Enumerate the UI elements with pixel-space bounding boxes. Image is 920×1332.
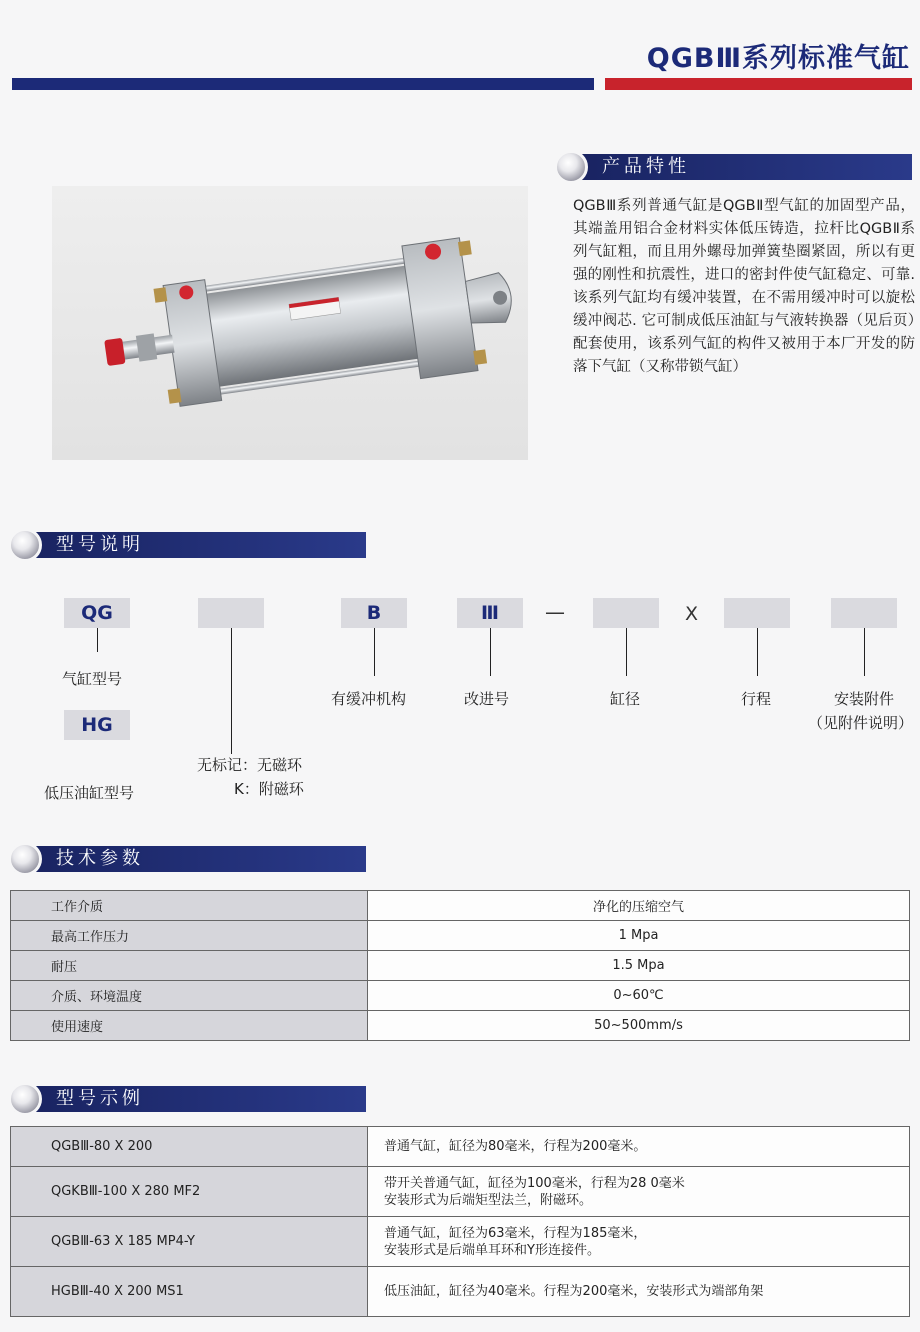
table-row [11, 891, 910, 921]
product-photo [52, 186, 528, 460]
code-box-iii: Ⅲ [457, 598, 523, 628]
label-magnet-k: K：附磁环 [234, 780, 304, 798]
section-examples-title: 型号示例 [56, 1088, 144, 1109]
example-desc-line: 普通气缸，缸径为80毫米，行程为200毫米。 [384, 1139, 647, 1154]
code-box-magnet [198, 598, 264, 628]
tech-value: 1.5 Mpa [368, 951, 910, 981]
table-row [11, 921, 910, 951]
connector-line-magnet [231, 628, 232, 754]
code-box-b: B [341, 598, 407, 628]
example-desc-line: 带开关普通气缸，缸径为100毫米，行程为28 0毫米 [384, 1175, 685, 1191]
examples-table [10, 1126, 910, 1317]
tech-value: 0~60℃ [368, 981, 910, 1011]
example-desc-line: 低压油缸，缸径为40毫米。行程为200毫米，安装形式为端部角架 [384, 1284, 764, 1299]
section-tech-title: 技术参数 [56, 848, 144, 869]
section-features-title: 产品特性 [602, 156, 690, 177]
section-model-header [14, 532, 366, 558]
tech-value: 净化的压缩空气 [368, 891, 910, 921]
label-improvement: 改进号 [464, 690, 510, 708]
example-desc [368, 1167, 910, 1217]
section-bullet-icon [554, 150, 588, 184]
label-bore: 缸径 [610, 690, 641, 708]
code-box-hg: HG [64, 710, 130, 740]
tech-value: 1 Mpa [368, 921, 910, 951]
code-box-qg: QG [64, 598, 130, 628]
features-paragraph: QGBⅢ系列普通气缸是QGBⅡ型气缸的加固型产品，其端盖用铝合金材料实体低压铸造，拉杆比QGBⅡ系列气缸粗，而且用外螺母加弹簧垫圈紧固，所以有更强的刚性和抗震性，进口的密封件使气缸稳定、可靠. 该系列气缸均有缓冲装置，在不需用缓冲时可以旋松缓冲阀芯. 它可制成低压油缸与气液转换器（见后页）配套使用，该系列气缸的构件又被用于本厂开发的防落下气缸（又称带锁气缸） [573, 198, 915, 375]
example-desc [368, 1217, 910, 1267]
header-blue-bar [12, 78, 594, 90]
section-tech-header [14, 846, 366, 872]
example-desc-line: 安装形式为后端矩型法兰，附磁环。 [384, 1192, 593, 1208]
code-box-accessory [831, 598, 897, 628]
tech-value: 50~500mm/s [368, 1011, 910, 1041]
cylinder-illustration [52, 186, 528, 460]
section-bullet-icon [8, 1082, 42, 1116]
example-desc [368, 1127, 910, 1167]
section-features-header [560, 154, 912, 180]
tech-table [10, 890, 910, 1041]
example-model: QGKBⅢ-100 X 280 MF2 [11, 1167, 368, 1217]
tech-key: 最高工作压力 [11, 921, 368, 951]
label-hg: 低压油缸型号 [44, 784, 135, 802]
table-row [11, 981, 910, 1011]
label-stroke: 行程 [741, 690, 772, 708]
table-row [11, 951, 910, 981]
connector-line-bore [626, 628, 627, 676]
code-dash: — [545, 600, 565, 624]
table-row [11, 1217, 910, 1267]
table-row [11, 1127, 910, 1167]
example-model: QGBⅢ-80 X 200 [11, 1127, 368, 1167]
connector-line-iii [490, 628, 491, 676]
section-model-title: 型号说明 [56, 534, 144, 555]
connector-line-qg [97, 628, 98, 652]
example-desc [368, 1267, 910, 1317]
connector-line-accessory [864, 628, 865, 676]
tech-key: 介质、环境温度 [11, 981, 368, 1011]
example-desc-line: 普通气缸，缸径为63毫米，行程为185毫米， [384, 1225, 647, 1241]
code-box-bore [593, 598, 659, 628]
table-row [11, 1167, 910, 1217]
table-row [11, 1011, 910, 1041]
connector-line-b [374, 628, 375, 676]
label-qg: 气缸型号 [62, 670, 123, 688]
example-desc-line: 安装形式是后端单耳环和Y形连接件。 [384, 1242, 600, 1258]
label-cushion: 有缓冲机构 [331, 690, 407, 708]
label-magnet-none: 无标记：无磁环 [197, 756, 303, 774]
connector-line-stroke [757, 628, 758, 676]
table-row [11, 1267, 910, 1317]
page-title: QGBⅢ系列标准气缸 [646, 43, 910, 74]
section-bullet-icon [8, 842, 42, 876]
tech-key: 使用速度 [11, 1011, 368, 1041]
section-bullet-icon [8, 528, 42, 562]
section-examples-header [14, 1086, 366, 1112]
example-model: HGBⅢ-40 X 200 MS1 [11, 1267, 368, 1317]
code-times: X [685, 603, 699, 625]
example-model: QGBⅢ-63 X 185 MP4-Y [11, 1217, 368, 1267]
label-accessory: 安装附件 [834, 690, 895, 708]
label-accessory-note: （见附件说明） [808, 714, 914, 732]
tech-key: 工作介质 [11, 891, 368, 921]
header-red-bar [605, 78, 912, 90]
tech-key: 耐压 [11, 951, 368, 981]
code-box-stroke [724, 598, 790, 628]
